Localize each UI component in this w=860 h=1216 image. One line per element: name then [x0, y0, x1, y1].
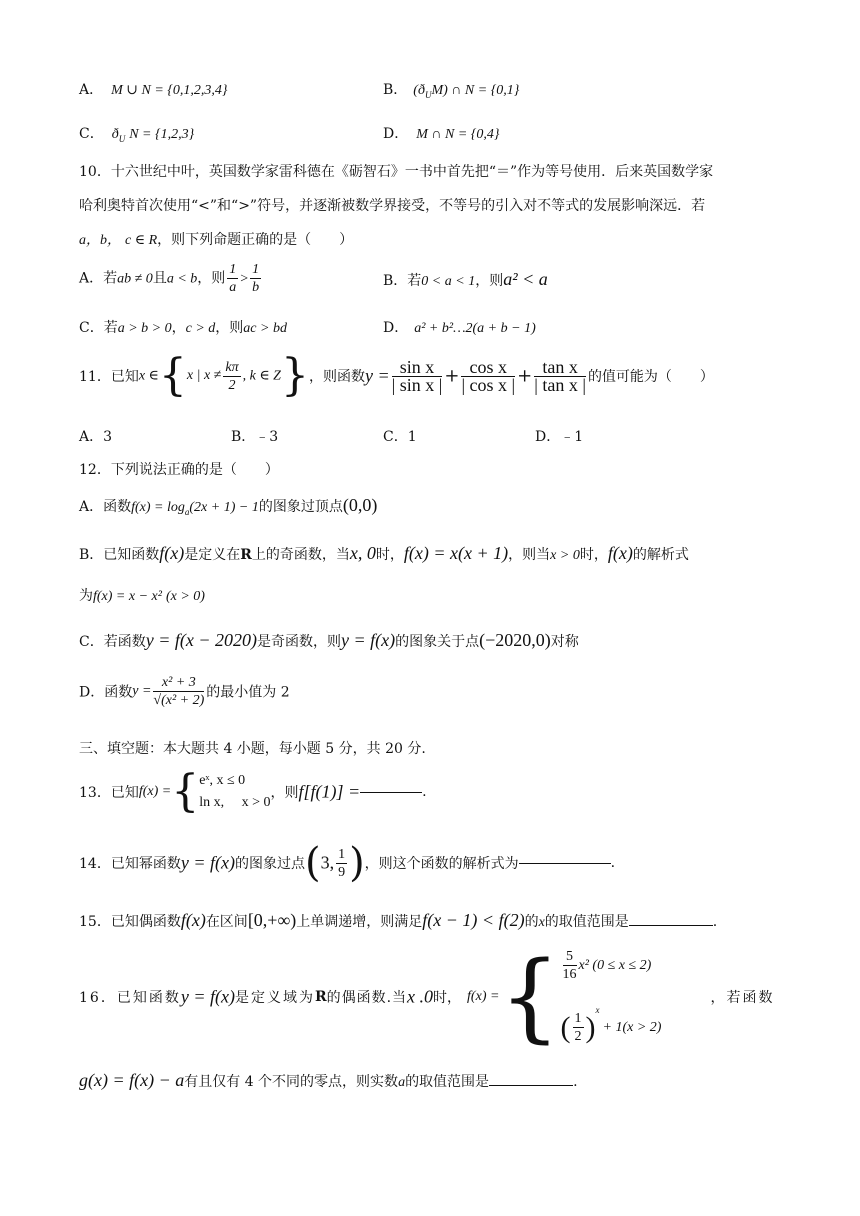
q10-option-c: C．若a > b > 0，c > d，则ac > bd [79, 320, 287, 336]
q13-answer-blank[interactable] [360, 792, 422, 793]
q12-option-b-line1: B．已知函数f(x)是定义在R上的奇函数，当x, 0时，f(x) = x(x + 1)，则当x > 0时，f(x)的解析式 [79, 543, 689, 563]
q16-answer-blank[interactable] [489, 1085, 573, 1086]
q9-option-a: A． M ∪ N = {0,1,2,3,4} [79, 82, 228, 98]
q10-stem-line3: a，b， c ∈ R，则下列命题正确的是（ ） [79, 232, 354, 248]
q11-option-b: B．﹣3 [231, 429, 279, 445]
q12-option-a: A．函数$f(x) = \log_a(2x + 1) - 1$的图象过顶点(0,0) [79, 495, 378, 517]
q12-option-d: D．函数y = $\frac{\text{x² + 3}}{\text{√(x² + 2)}}$ 的最小值为 2 [79, 675, 290, 708]
q10-option-a: A．若ab ≠ 0且a < b，则 $\frac{1}{a}$ > $\frac{1}{b}$ [79, 262, 260, 295]
q10-stem-line1: 10．十六世纪中叶，英国数学家雷科德在《砺智石》一书中首先把“＝”作为等号使用．后来英国数学家 [79, 164, 714, 180]
q12-stem: 12．下列说法正确的是（ ） [79, 462, 279, 478]
q12-option-c: C．若函数y = f(x − 2020)是奇函数，则y = f(x)的图象关于点(−2020,0)对称 [79, 630, 579, 650]
q13-stem: 13．已知f(x) ={ eˣ, x ≤ 0 ln x, x > 0 ，则f[f(1)] = . [79, 766, 427, 817]
q14-answer-blank[interactable] [519, 863, 611, 864]
q11-option-d: D．﹣1 [535, 429, 584, 445]
q9-option-d: D． M ∩ N = {0,4} [383, 126, 500, 142]
q16-stem-line2: g(x) = f(x) − a有且仅有 4 个不同的零点，则实数a的取值范围是 . [79, 1070, 578, 1090]
q9-option-b: B． $(ð_UM)$ ∩ N = {0,1} [383, 82, 520, 100]
q16-stem: 16．已知函数y = f(x)是定义域为R的偶函数.当x .0时， f(x) ={ $\frac{5}{16}$ x² (0 ≤ x ≤ 2) ( $\frac{1}{2}$ )$^x$+ 1(x > 2) ，若函数 [79, 941, 775, 1053]
q11-stem: 11．已知x ∈{x | x ≠ $\frac{k\pi}{2}$ , k ∈ Z}，则函数y = $\frac{\text{sin x}}{\text{| sin x |}}$ + $\frac{\text{cos x}}{\text{| cos x |}}$ + $\frac{\text{tan x}}{\text{| tan x |}}$ 的值可能为（ ） [79, 350, 714, 401]
section-heading: 三、填空题：本大题共 4 小题，每小题 5 分，共 20 分. [79, 741, 426, 757]
q14-stem: 14．已知幂函数y = f(x)的图象过点(3, $\frac{1}{9}$ )，则这个函数的解析式为 . [79, 840, 616, 886]
q11-option-a: A．3 [79, 429, 113, 445]
q11-option-c: C．1 [383, 429, 417, 445]
q10-stem-line2: 哈利奥特首次使用“<”和“>”符号，并逐渐被数学界接受，不等号的引入对不等式的发展影响深远．若 [79, 198, 706, 214]
q9-option-c: C． $ð_U$ N = {1,2,3} [79, 126, 195, 144]
q12-option-b-line2: 为f(x) = x − x² (x > 0) [79, 588, 205, 604]
q10-option-b: B．若0 < a < 1，则a² < a [383, 269, 548, 289]
q10-option-d: D． a² + b²…2(a + b − 1) [383, 320, 536, 336]
q15-answer-blank[interactable] [629, 925, 713, 926]
q15-stem: 15．已知偶函数f(x)在区间[0,+∞)上单调递增，则满足f(x − 1) < f(2)的x的取值范围是 . [79, 910, 718, 930]
